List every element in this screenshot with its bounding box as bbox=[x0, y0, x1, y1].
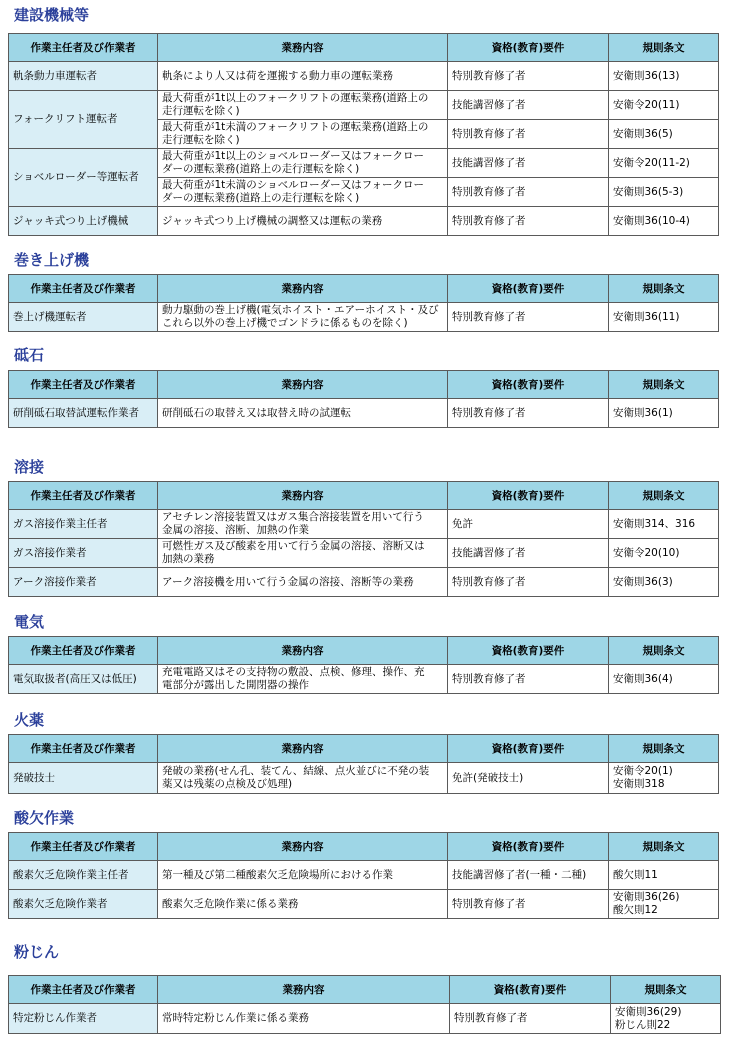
qualification-cell bbox=[448, 568, 609, 597]
regulation-cell bbox=[609, 399, 719, 428]
cell-text-line: 研削砥石の取替え又は取替え時の試運転 bbox=[162, 406, 351, 419]
cell-text-line: 特別教育修了者 bbox=[452, 672, 526, 685]
worker-cell bbox=[9, 568, 158, 597]
column-header: 資格(教育)要件 bbox=[448, 735, 609, 763]
section-title: 粉じん bbox=[14, 943, 60, 961]
cell-text-line: 発破の業務(せん孔、装てん、結線、点火並びに不発の装 bbox=[162, 765, 430, 777]
cell-text-line: 特別教育修了者 bbox=[452, 69, 526, 82]
regulation-table bbox=[8, 481, 719, 597]
table-header-row bbox=[9, 482, 719, 510]
cell-text-line: 安衛則36(1) bbox=[613, 406, 673, 419]
cell-text-line: 安衛則318 bbox=[613, 778, 665, 790]
column-header: 規則条文 bbox=[609, 637, 719, 665]
cell-text-line: 酸素欠乏危険作業者 bbox=[13, 897, 108, 910]
table-row bbox=[9, 149, 719, 178]
cell-text-line: 電部分が露出した開閉器の操作 bbox=[162, 679, 309, 691]
cell-text-line: 技能講習修了者 bbox=[452, 546, 526, 559]
table-row bbox=[9, 539, 719, 568]
column-header: 作業主任者及び作業者 bbox=[9, 976, 158, 1004]
section-title: 砥石 bbox=[14, 346, 45, 364]
table-row bbox=[9, 399, 719, 428]
regulation-table bbox=[8, 370, 719, 428]
cell-text-line: 安衛則36(29) bbox=[615, 1005, 682, 1018]
cell-text-line: 特定粉じん作業者 bbox=[13, 1012, 97, 1024]
cell-text-line: 充電電路又はその支持物の敷設、点検、修理、操作、充 bbox=[162, 666, 425, 678]
cell-text-line: 安衛則36(10-4) bbox=[613, 214, 690, 227]
qualification-cell bbox=[448, 178, 609, 207]
task-cell bbox=[158, 861, 448, 890]
cell-text-line: 安衛則36(13) bbox=[613, 69, 680, 82]
regulation-table bbox=[8, 832, 719, 919]
column-header: 作業主任者及び作業者 bbox=[9, 482, 158, 510]
column-header: 作業主任者及び作業者 bbox=[9, 637, 158, 665]
cell-text-line: アーク溶接機を用いて行う金属の溶接、溶断等の業務 bbox=[162, 575, 414, 588]
cell-text-line: 安衛令20(1) bbox=[613, 765, 673, 777]
table-row bbox=[9, 763, 719, 794]
task-cell bbox=[158, 665, 448, 694]
cell-text-line: 特別教育修了者 bbox=[452, 897, 526, 910]
cell-text-line: 酸素欠乏危険作業に係る業務 bbox=[162, 897, 299, 910]
cell-text-line: 動力駆動の巻上げ機(電気ホイスト・エアーホイスト・及び bbox=[162, 304, 439, 316]
column-header: 業務内容 bbox=[158, 637, 448, 665]
qualification-cell bbox=[448, 539, 609, 568]
regulation-table bbox=[8, 734, 719, 794]
table-row bbox=[9, 62, 719, 91]
regulation-cell bbox=[609, 539, 719, 568]
column-header: 業務内容 bbox=[158, 735, 448, 763]
cell-text-line: 安衛令20(10) bbox=[613, 546, 680, 559]
table-row bbox=[9, 207, 719, 236]
regulation-cell bbox=[609, 91, 719, 120]
cell-text-line: 安衛則36(5) bbox=[613, 127, 673, 140]
cell-text-line: 最大荷重が1t以上のショベルローダー又はフォークロー bbox=[162, 150, 425, 162]
cell-text-line: 安衛則36(26) bbox=[613, 891, 680, 903]
column-header: 業務内容 bbox=[158, 833, 448, 861]
cell-text-line: 軌条動力車運転者 bbox=[13, 69, 97, 82]
cell-text-line: 酸欠則11 bbox=[613, 868, 658, 881]
task-cell bbox=[158, 207, 448, 236]
regulation-cell bbox=[609, 120, 719, 149]
qualification-cell bbox=[448, 62, 609, 91]
section-title: 溶接 bbox=[14, 458, 45, 476]
task-cell bbox=[158, 568, 448, 597]
qualification-cell bbox=[448, 303, 609, 332]
table-row bbox=[9, 568, 719, 597]
table-row bbox=[9, 303, 719, 332]
worker-cell bbox=[9, 149, 158, 207]
task-cell bbox=[158, 539, 448, 568]
column-header: 資格(教育)要件 bbox=[448, 371, 609, 399]
cell-text-line: 安衛令20(11) bbox=[613, 98, 680, 111]
cell-text-line: 発破技士 bbox=[13, 771, 55, 784]
table-header-row bbox=[9, 833, 719, 861]
column-header: 資格(教育)要件 bbox=[448, 833, 609, 861]
cell-text-line: 安衛則314、316 bbox=[613, 517, 696, 530]
worker-cell bbox=[9, 91, 158, 149]
qualification-cell bbox=[448, 91, 609, 120]
section-title: 酸欠作業 bbox=[14, 809, 75, 827]
cell-text-line: 特別教育修了者 bbox=[452, 406, 526, 419]
column-header: 作業主任者及び作業者 bbox=[9, 735, 158, 763]
column-header: 業務内容 bbox=[158, 482, 448, 510]
column-header: 規則条文 bbox=[609, 275, 719, 303]
task-cell bbox=[158, 890, 448, 919]
cell-text-line: ガス溶接作業者 bbox=[13, 546, 87, 559]
column-header: 資格(教育)要件 bbox=[448, 482, 609, 510]
regulation-cell bbox=[609, 763, 719, 794]
cell-text-line: ガス溶接作業主任者 bbox=[13, 517, 108, 530]
column-header: 業務内容 bbox=[158, 34, 448, 62]
cell-text-line: フォークリフト運転者 bbox=[13, 113, 118, 125]
cell-text-line: 酸欠則12 bbox=[613, 904, 658, 916]
qualification-cell bbox=[448, 665, 609, 694]
table-row bbox=[9, 861, 719, 890]
cell-text-line: 安衛則36(4) bbox=[613, 672, 673, 685]
cell-text-line: 可燃性ガス及び酸素を用いて行う金属の溶接、溶断又は bbox=[162, 540, 425, 552]
cell-text-line: これら以外の巻上げ機でゴンドラに係るものを除く) bbox=[162, 317, 408, 329]
cell-text-line: 安衛則36(3) bbox=[613, 575, 673, 588]
cell-text-line: 特別教育修了者 bbox=[452, 575, 526, 588]
qualification-cell bbox=[448, 207, 609, 236]
regulation-cell bbox=[609, 207, 719, 236]
regulation-cell bbox=[609, 890, 719, 919]
table-row bbox=[9, 510, 719, 539]
cell-text-line: 特別教育修了者 bbox=[452, 214, 526, 227]
cell-text-line: ジャッキ式つり上げ機械 bbox=[13, 214, 129, 227]
cell-text-line: 特別教育修了者 bbox=[452, 310, 526, 323]
column-header: 資格(教育)要件 bbox=[450, 976, 611, 1004]
cell-text-line: 常時特定粉じん作業に係る業務 bbox=[162, 1012, 309, 1024]
regulation-table bbox=[8, 975, 721, 1034]
cell-text-line: 技能講習修了者(一種・二種) bbox=[452, 868, 587, 881]
column-header: 規則条文 bbox=[609, 371, 719, 399]
qualification-cell bbox=[448, 399, 609, 428]
column-header: 業務内容 bbox=[158, 275, 448, 303]
cell-text-line: アセチレン溶接装置又はガス集合溶接装置を用いて行う bbox=[162, 511, 424, 523]
worker-cell bbox=[9, 1004, 158, 1034]
regulation-cell bbox=[609, 861, 719, 890]
table-header-row bbox=[9, 275, 719, 303]
worker-cell bbox=[9, 510, 158, 539]
task-cell bbox=[158, 510, 448, 539]
cell-text-line: 薬又は残薬の点検及び処理) bbox=[162, 778, 293, 790]
table-row bbox=[9, 890, 719, 919]
cell-text-line: 研削砥石取替試運転作業者 bbox=[13, 406, 139, 419]
table-row bbox=[9, 1004, 721, 1034]
cell-text-line: 巻上げ機運転者 bbox=[13, 310, 87, 323]
cell-text-line: 安衛則36(11) bbox=[613, 310, 680, 323]
table-header-row bbox=[9, 34, 719, 62]
cell-text-line: 軌条により人又は荷を運搬する動力車の運転業務 bbox=[162, 69, 393, 82]
cell-text-line: 技能講習修了者 bbox=[452, 156, 526, 169]
regulation-cell bbox=[609, 510, 719, 539]
cell-text-line: ジャッキ式つり上げ機械の調整又は運転の業務 bbox=[162, 214, 383, 227]
regulation-cell bbox=[609, 149, 719, 178]
cell-text-line: 最大荷重が1t以上のフォークリフトの運転業務(道路上の bbox=[162, 92, 429, 104]
regulation-cell bbox=[611, 1004, 721, 1034]
task-cell bbox=[158, 91, 448, 120]
cell-text-line: 最大荷重が1t未満のフォークリフトの運転業務(道路上の bbox=[162, 121, 429, 133]
column-header: 資格(教育)要件 bbox=[448, 34, 609, 62]
task-cell bbox=[158, 303, 448, 332]
task-cell bbox=[158, 1004, 450, 1034]
column-header: 資格(教育)要件 bbox=[448, 637, 609, 665]
column-header: 作業主任者及び作業者 bbox=[9, 371, 158, 399]
cell-text-line: 金属の溶接、溶断、加熱の作業 bbox=[162, 524, 309, 536]
column-header: 作業主任者及び作業者 bbox=[9, 275, 158, 303]
column-header: 業務内容 bbox=[158, 976, 450, 1004]
cell-text-line: 安衛令20(11-2) bbox=[613, 156, 690, 169]
cell-text-line: 特別教育修了者 bbox=[452, 127, 526, 140]
cell-text-line: 最大荷重が1t未満のショベルローダー又はフォークロー bbox=[162, 179, 425, 191]
column-header: 規則条文 bbox=[609, 34, 719, 62]
cell-text-line: 特別教育修了者 bbox=[452, 185, 526, 198]
worker-cell bbox=[9, 861, 158, 890]
qualification-cell bbox=[448, 763, 609, 794]
cell-text-line: 粉じん則22 bbox=[615, 1018, 671, 1031]
cell-text-line: ショベルローダー等運転者 bbox=[13, 171, 139, 183]
cell-text-line: 酸素欠乏危険作業主任者 bbox=[13, 868, 129, 881]
column-header: 規則条文 bbox=[611, 976, 721, 1004]
table-header-row bbox=[9, 371, 719, 399]
worker-cell bbox=[9, 399, 158, 428]
regulation-table bbox=[8, 274, 719, 332]
cell-text-line: 第一種及び第二種酸素欠乏危険場所における作業 bbox=[162, 868, 393, 881]
cell-text-line: 安衛則36(5-3) bbox=[613, 185, 684, 198]
regulation-cell bbox=[609, 178, 719, 207]
table-header-row bbox=[9, 735, 719, 763]
worker-cell bbox=[9, 763, 158, 794]
qualification-cell bbox=[448, 510, 609, 539]
section-title: 巻き上げ機 bbox=[14, 251, 90, 269]
cell-text-line: 免許 bbox=[452, 517, 473, 530]
worker-cell bbox=[9, 62, 158, 91]
regulation-table bbox=[8, 33, 719, 236]
task-cell bbox=[158, 178, 448, 207]
qualification-cell bbox=[448, 120, 609, 149]
column-header: 資格(教育)要件 bbox=[448, 275, 609, 303]
cell-text-line: 免許(発破技士) bbox=[452, 771, 524, 784]
regulation-cell bbox=[609, 568, 719, 597]
table-header-row bbox=[9, 976, 721, 1004]
cell-text-line: ダーの運転業務(道路上の走行運転を除く) bbox=[162, 163, 360, 175]
cell-text-line: 電気取扱者(高圧又は低圧) bbox=[13, 672, 137, 685]
column-header: 規則条文 bbox=[609, 735, 719, 763]
column-header: 規則条文 bbox=[609, 482, 719, 510]
regulation-cell bbox=[609, 665, 719, 694]
cell-text-line: 技能講習修了者 bbox=[452, 98, 526, 111]
column-header: 業務内容 bbox=[158, 371, 448, 399]
qualification-cell bbox=[448, 890, 609, 919]
worker-cell bbox=[9, 665, 158, 694]
table-row bbox=[9, 91, 719, 120]
section-title: 火薬 bbox=[14, 711, 45, 729]
column-header: 作業主任者及び作業者 bbox=[9, 34, 158, 62]
column-header: 作業主任者及び作業者 bbox=[9, 833, 158, 861]
worker-cell bbox=[9, 303, 158, 332]
task-cell bbox=[158, 120, 448, 149]
cell-text-line: 走行運転を除く) bbox=[162, 134, 240, 146]
cell-text-line: ダーの運転業務(道路上の走行運転を除く) bbox=[162, 192, 360, 204]
worker-cell bbox=[9, 207, 158, 236]
cell-text-line: アーク溶接作業者 bbox=[13, 575, 97, 588]
cell-text-line: 加熱の業務 bbox=[162, 553, 215, 565]
task-cell bbox=[158, 763, 448, 794]
worker-cell bbox=[9, 539, 158, 568]
regulation-cell bbox=[609, 62, 719, 91]
task-cell bbox=[158, 399, 448, 428]
qualification-cell bbox=[450, 1004, 611, 1034]
qualification-cell bbox=[448, 861, 609, 890]
cell-text-line: 走行運転を除く) bbox=[162, 105, 240, 117]
qualification-cell bbox=[448, 149, 609, 178]
column-header: 規則条文 bbox=[609, 833, 719, 861]
section-title: 電気 bbox=[14, 613, 45, 631]
table-row bbox=[9, 665, 719, 694]
task-cell bbox=[158, 62, 448, 91]
table-header-row bbox=[9, 637, 719, 665]
task-cell bbox=[158, 149, 448, 178]
worker-cell bbox=[9, 890, 158, 919]
regulation-cell bbox=[609, 303, 719, 332]
regulation-table bbox=[8, 636, 719, 694]
cell-text-line: 特別教育修了者 bbox=[454, 1012, 528, 1024]
section-title: 建設機械等 bbox=[14, 6, 90, 24]
